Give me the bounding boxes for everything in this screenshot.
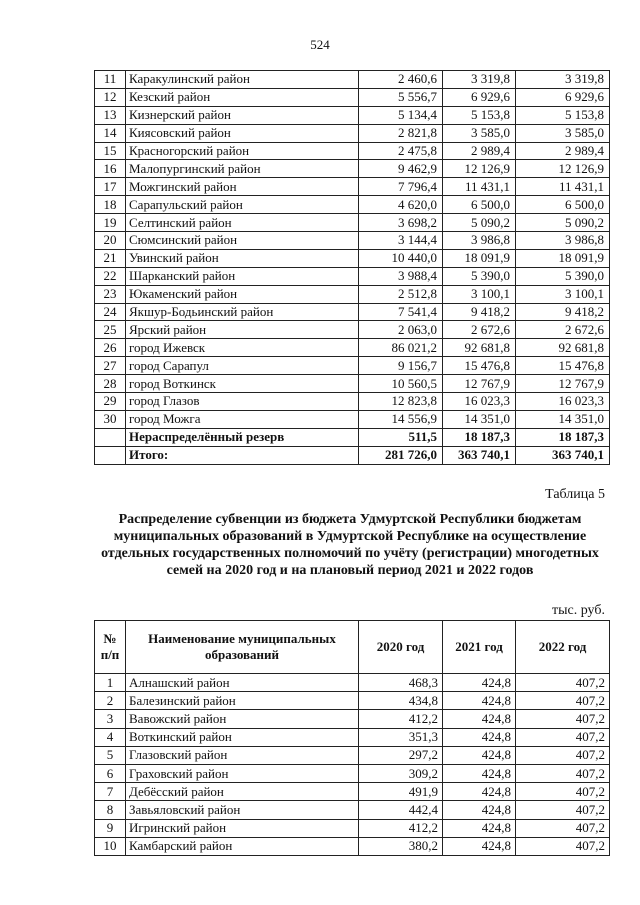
table-row <box>95 88 610 106</box>
value-2021: 424,8 <box>443 801 516 819</box>
table-row <box>95 178 610 196</box>
value-2021: 424,8 <box>443 674 516 692</box>
municipality-name: Кезский район <box>126 88 359 106</box>
value-2020: 297,2 <box>359 746 443 764</box>
value-2021: 424,8 <box>443 728 516 746</box>
row-number: 28 <box>95 375 126 393</box>
municipality-name: город Глазов <box>126 393 359 411</box>
value-2020: 9 462,9 <box>359 160 443 178</box>
value-2022: 16 023,3 <box>516 393 610 411</box>
row-number: 27 <box>95 357 126 375</box>
value-2022: 407,2 <box>516 692 610 710</box>
table-row <box>95 375 610 393</box>
row-number <box>95 446 126 464</box>
row-number: 10 <box>95 837 126 855</box>
table-row <box>95 285 610 303</box>
row-number: 29 <box>95 393 126 411</box>
municipality-name: Нераспределённый резерв <box>126 428 359 446</box>
table-row <box>95 160 610 178</box>
municipality-name: Воткинский район <box>126 728 359 746</box>
municipality-name: город Ижевск <box>126 339 359 357</box>
municipality-name: Алнашский район <box>126 674 359 692</box>
value-2020: 10 440,0 <box>359 249 443 267</box>
value-2022: 18 187,3 <box>516 428 610 446</box>
row-number: 24 <box>95 303 126 321</box>
municipality-name: город Сарапул <box>126 357 359 375</box>
row-number: 3 <box>95 710 126 728</box>
value-2020: 9 156,7 <box>359 357 443 375</box>
municipality-name: Якшур-Бодьинский район <box>126 303 359 321</box>
table-row <box>95 357 610 375</box>
value-2020: 2 821,8 <box>359 124 443 142</box>
municipality-name: Кизнерский район <box>126 106 359 124</box>
value-2021: 9 418,2 <box>443 303 516 321</box>
value-2021: 18 187,3 <box>443 428 516 446</box>
value-2021: 424,8 <box>443 837 516 855</box>
table-row <box>95 339 610 357</box>
value-2020: 14 556,9 <box>359 410 443 428</box>
value-2021: 6 929,6 <box>443 88 516 106</box>
value-2020: 412,2 <box>359 710 443 728</box>
value-2021: 2 989,4 <box>443 142 516 160</box>
table-row <box>95 783 610 801</box>
header-2022: 2022 год <box>516 621 610 674</box>
row-number: 7 <box>95 783 126 801</box>
table-row <box>95 446 610 464</box>
table-row <box>95 267 610 285</box>
value-2020: 3 144,4 <box>359 232 443 250</box>
table-row <box>95 837 610 855</box>
value-2021: 3 986,8 <box>443 232 516 250</box>
value-2020: 7 541,4 <box>359 303 443 321</box>
value-2022: 15 476,8 <box>516 357 610 375</box>
value-2022: 12 126,9 <box>516 160 610 178</box>
row-number: 30 <box>95 410 126 428</box>
value-2021: 3 319,8 <box>443 71 516 89</box>
value-2020: 380,2 <box>359 837 443 855</box>
value-2022: 407,2 <box>516 801 610 819</box>
table-row <box>95 142 610 160</box>
municipality-name: Селтинский район <box>126 214 359 232</box>
municipality-name: Можгинский район <box>126 178 359 196</box>
table-label: Таблица 5 <box>545 487 605 502</box>
value-2020: 468,3 <box>359 674 443 692</box>
value-2022: 407,2 <box>516 728 610 746</box>
row-number: 6 <box>95 764 126 782</box>
table-row <box>95 710 610 728</box>
value-2020: 4 620,0 <box>359 196 443 214</box>
value-2020: 2 460,6 <box>359 71 443 89</box>
value-2021: 424,8 <box>443 783 516 801</box>
value-2022: 3 585,0 <box>516 124 610 142</box>
value-2020: 412,2 <box>359 819 443 837</box>
value-2022: 5 153,8 <box>516 106 610 124</box>
value-2022: 3 986,8 <box>516 232 610 250</box>
value-2022: 3 319,8 <box>516 71 610 89</box>
table-row <box>95 124 610 142</box>
row-number: 9 <box>95 819 126 837</box>
table-row <box>95 106 610 124</box>
value-2021: 424,8 <box>443 819 516 837</box>
value-2022: 18 091,9 <box>516 249 610 267</box>
value-2020: 2 475,8 <box>359 142 443 160</box>
value-2022: 2 672,6 <box>516 321 610 339</box>
row-number: 1 <box>95 674 126 692</box>
large-families-subvention-table <box>94 620 610 856</box>
table-bottom-body <box>95 674 610 856</box>
value-2022: 92 681,8 <box>516 339 610 357</box>
value-2021: 11 431,1 <box>443 178 516 196</box>
table-row <box>95 393 610 411</box>
table-row <box>95 249 610 267</box>
table-row <box>95 196 610 214</box>
municipality-name: Граховский район <box>126 764 359 782</box>
value-2022: 407,2 <box>516 783 610 801</box>
value-2022: 407,2 <box>516 837 610 855</box>
header-name: Наименование муниципальных образований <box>126 621 359 674</box>
value-2020: 12 823,8 <box>359 393 443 411</box>
row-number: 18 <box>95 196 126 214</box>
value-2020: 434,8 <box>359 692 443 710</box>
table-row <box>95 819 610 837</box>
row-number: 12 <box>95 88 126 106</box>
value-2020: 5 134,4 <box>359 106 443 124</box>
value-2022: 2 989,4 <box>516 142 610 160</box>
table-row <box>95 728 610 746</box>
value-2021: 18 091,9 <box>443 249 516 267</box>
municipality-name: город Воткинск <box>126 375 359 393</box>
units-label: тыс. руб. <box>552 603 605 618</box>
table-row <box>95 303 610 321</box>
table-row <box>95 801 610 819</box>
value-2021: 15 476,8 <box>443 357 516 375</box>
municipality-name: Сюмсинский район <box>126 232 359 250</box>
row-number: 26 <box>95 339 126 357</box>
municipality-name: Увинский район <box>126 249 359 267</box>
value-2020: 7 796,4 <box>359 178 443 196</box>
row-number: 15 <box>95 142 126 160</box>
municipality-name: Сарапульский район <box>126 196 359 214</box>
row-number: 23 <box>95 285 126 303</box>
row-number: 25 <box>95 321 126 339</box>
table-row <box>95 764 610 782</box>
value-2022: 5 390,0 <box>516 267 610 285</box>
municipality-name: Юкаменский район <box>126 285 359 303</box>
value-2020: 5 556,7 <box>359 88 443 106</box>
value-2021: 363 740,1 <box>443 446 516 464</box>
row-number: 13 <box>95 106 126 124</box>
value-2021: 16 023,3 <box>443 393 516 411</box>
value-2020: 351,3 <box>359 728 443 746</box>
value-2022: 363 740,1 <box>516 446 610 464</box>
value-2021: 5 153,8 <box>443 106 516 124</box>
value-2022: 407,2 <box>516 674 610 692</box>
municipality-name: Ярский район <box>126 321 359 339</box>
row-number: 2 <box>95 692 126 710</box>
value-2020: 10 560,5 <box>359 375 443 393</box>
municipality-name: Вавожский район <box>126 710 359 728</box>
municipality-name: Красногорский район <box>126 142 359 160</box>
value-2022: 407,2 <box>516 819 610 837</box>
subvention-table-continued <box>94 70 610 465</box>
header-2020: 2020 год <box>359 621 443 674</box>
municipality-name: Балезинский район <box>126 692 359 710</box>
municipality-name: Итого: <box>126 446 359 464</box>
value-2021: 5 090,2 <box>443 214 516 232</box>
value-2021: 12 126,9 <box>443 160 516 178</box>
value-2022: 407,2 <box>516 746 610 764</box>
row-number: 21 <box>95 249 126 267</box>
value-2021: 424,8 <box>443 764 516 782</box>
value-2020: 491,9 <box>359 783 443 801</box>
value-2020: 511,5 <box>359 428 443 446</box>
value-2020: 2 512,8 <box>359 285 443 303</box>
value-2020: 2 063,0 <box>359 321 443 339</box>
table-row <box>95 746 610 764</box>
table-row <box>95 674 610 692</box>
table-row <box>95 410 610 428</box>
value-2021: 424,8 <box>443 710 516 728</box>
value-2021: 6 500,0 <box>443 196 516 214</box>
value-2021: 5 390,0 <box>443 267 516 285</box>
header-num: № п/п <box>95 621 126 674</box>
value-2021: 92 681,8 <box>443 339 516 357</box>
value-2021: 424,8 <box>443 692 516 710</box>
municipality-name: город Можга <box>126 410 359 428</box>
table-row <box>95 214 610 232</box>
value-2021: 14 351,0 <box>443 410 516 428</box>
row-number: 8 <box>95 801 126 819</box>
value-2020: 442,4 <box>359 801 443 819</box>
table-row <box>95 71 610 89</box>
table-title: Распределение субвенции из бюджета Удмуртской Республики бюджетам муниципальных образований в Удмуртской Республике на осуществление отдельных государственных полномочий по учёту (регистрации) многодетных семей на 2020 год и на плановый период 2021 и 2022 годов <box>101 512 599 578</box>
table-row <box>95 232 610 250</box>
row-number: 14 <box>95 124 126 142</box>
row-number: 11 <box>95 71 126 89</box>
value-2020: 3 988,4 <box>359 267 443 285</box>
value-2020: 86 021,2 <box>359 339 443 357</box>
table-header-row <box>95 621 610 674</box>
value-2020: 309,2 <box>359 764 443 782</box>
municipality-name: Камбарский район <box>126 837 359 855</box>
row-number: 17 <box>95 178 126 196</box>
row-number: 20 <box>95 232 126 250</box>
row-number: 22 <box>95 267 126 285</box>
row-number: 5 <box>95 746 126 764</box>
value-2022: 12 767,9 <box>516 375 610 393</box>
value-2021: 2 672,6 <box>443 321 516 339</box>
value-2022: 3 100,1 <box>516 285 610 303</box>
header-2021: 2021 год <box>443 621 516 674</box>
municipality-name: Игринский район <box>126 819 359 837</box>
value-2021: 12 767,9 <box>443 375 516 393</box>
value-2022: 9 418,2 <box>516 303 610 321</box>
row-number: 4 <box>95 728 126 746</box>
value-2022: 407,2 <box>516 710 610 728</box>
value-2021: 3 100,1 <box>443 285 516 303</box>
table-row <box>95 692 610 710</box>
municipality-name: Шарканский район <box>126 267 359 285</box>
row-number <box>95 428 126 446</box>
municipality-name: Глазовский район <box>126 746 359 764</box>
value-2020: 3 698,2 <box>359 214 443 232</box>
value-2020: 281 726,0 <box>359 446 443 464</box>
municipality-name: Киясовский район <box>126 124 359 142</box>
municipality-name: Малопургинский район <box>126 160 359 178</box>
value-2022: 407,2 <box>516 764 610 782</box>
municipality-name: Завьяловский район <box>126 801 359 819</box>
municipality-name: Дебёсский район <box>126 783 359 801</box>
value-2022: 11 431,1 <box>516 178 610 196</box>
table-row <box>95 428 610 446</box>
value-2022: 6 500,0 <box>516 196 610 214</box>
table-top-body <box>95 71 610 465</box>
municipality-name: Каракулинский район <box>126 71 359 89</box>
table-row <box>95 321 610 339</box>
value-2022: 14 351,0 <box>516 410 610 428</box>
page-number: 524 <box>310 37 330 52</box>
value-2022: 6 929,6 <box>516 88 610 106</box>
row-number: 19 <box>95 214 126 232</box>
value-2022: 5 090,2 <box>516 214 610 232</box>
value-2021: 3 585,0 <box>443 124 516 142</box>
row-number: 16 <box>95 160 126 178</box>
value-2021: 424,8 <box>443 746 516 764</box>
